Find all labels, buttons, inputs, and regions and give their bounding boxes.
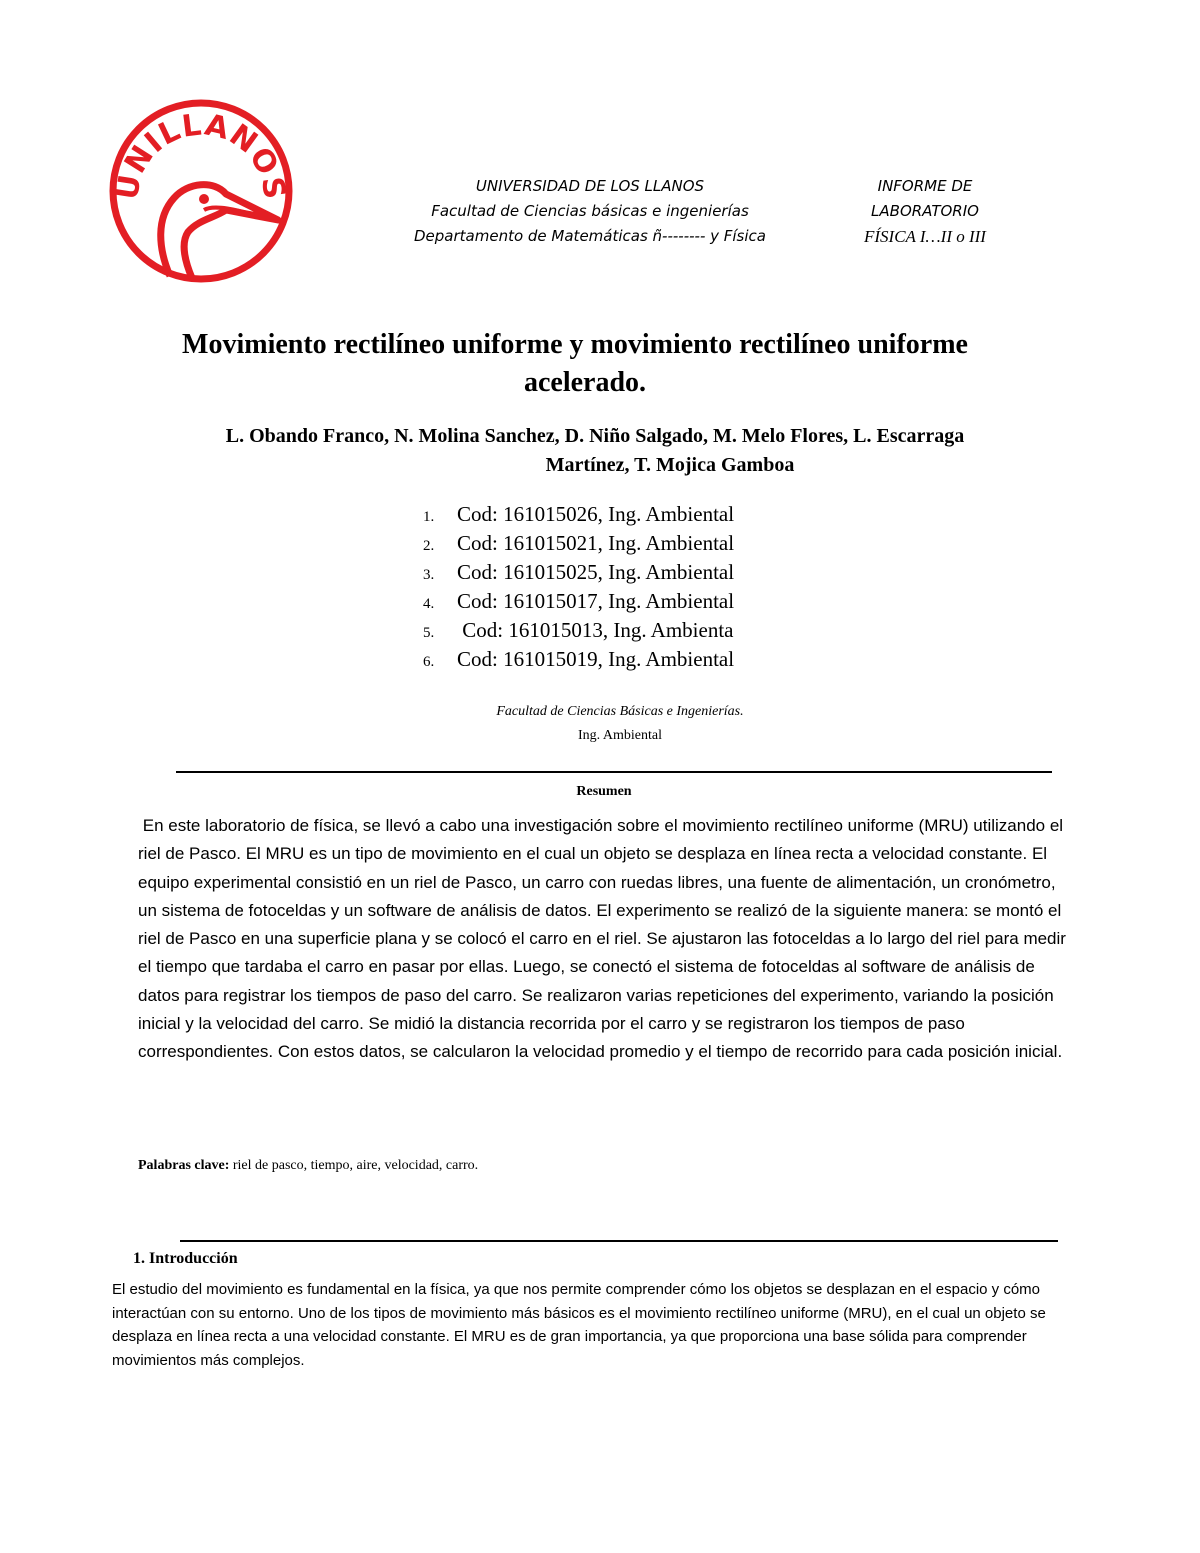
student-code: Cod: 161015019, Ing. Ambiental — [457, 647, 735, 671]
logo-text: UNILLANOS — [110, 107, 292, 203]
heron-head-icon — [108, 98, 294, 284]
university-header — [330, 174, 850, 249]
document-title — [120, 326, 1030, 402]
list-number: 4. — [423, 596, 435, 612]
divider — [180, 1240, 1058, 1242]
authors-line-1: L. Obando Franco, N. Molina Sanchez, D. Niño Salgado, M. Melo Flores, L. Escarraga — [225, 425, 965, 447]
authors-line-2: Martínez, T. Mojica Gamboa — [545, 454, 795, 476]
affiliation — [380, 700, 860, 748]
student-code: Cod: 161015025, Ing. Ambiental — [457, 560, 735, 584]
student-code: Cod: 161015021, Ing. Ambiental — [457, 531, 735, 555]
list-number: 5. — [423, 625, 435, 641]
list-number: 6. — [423, 654, 435, 670]
title-line-1: Movimiento rectilíneo uniforme y movimiento rectilíneo uniforme — [182, 329, 968, 360]
report-line-2: LABORATORIO — [871, 202, 979, 220]
introduction-text: El estudio del movimiento es fundamental en la física, ya que nos permite comprender cómo los objetos se desplazan en el espacio y cómo interactúan con su entorno. Uno de los tipos de movimiento más básicos es el movimiento rectilíneo uniforme (MRU), en el cual un objeto se desplaza en línea recta a una velocidad constante. El MRU es de gran importancia, ya que proporciona una base sólida para comprender movimientos más complejos. — [112, 1281, 1046, 1369]
list-number: 2. — [423, 538, 435, 554]
faculty-name: Facultad de Ciencias básicas e ingenierías — [431, 202, 749, 220]
university-logo — [108, 98, 294, 284]
introduction-heading: 1. Introducción — [133, 1250, 238, 1267]
author-list — [130, 422, 1060, 480]
student-code: Cod: 161015026, Ing. Ambiental — [457, 502, 735, 526]
affiliation-faculty: Facultad de Ciencias Básicas e Ingenierías. — [496, 704, 744, 719]
list-item — [405, 645, 825, 674]
list-item — [405, 616, 825, 645]
keywords-label: Palabras clave: — [138, 1158, 230, 1173]
list-item — [405, 558, 825, 587]
list-item — [405, 587, 825, 616]
department-name: Departamento de Matemáticas ñ-------- y Física — [414, 227, 766, 245]
list-item — [405, 500, 825, 529]
keywords — [138, 1154, 1038, 1178]
divider — [176, 771, 1052, 773]
abstract-heading: Resumen — [576, 784, 632, 799]
abstract-text: En este laboratorio de física, se llevó a cabo una investigación sobre el movimiento rectilíneo uniforme (MRU) utilizando el riel de Pasco. El MRU es un tipo de movimiento en el cual un objeto se desplaza en línea recta a velocidad constante. El equipo experimental consistió en un riel de Pasco, un carro con ruedas libres, una fuente de alimentación, un cronómetro, un sistema de fotoceldas y un software de análisis de datos. El experimento se realizó de la siguiente manera: se montó el riel de Pasco en una superficie plana y se colocó el carro en el riel. Se ajustaron las fotoceldas a lo largo del riel para medir el tiempo que tardaba el carro en pasar por ellas. Luego, se conectó el sistema de fotoceldas al software de análisis de datos para registrar los tiempos de paso del carro. Se realizaron varias repeticiones del experimento, variando la posición inicial y la velocidad del carro. Se midió la distancia recorrida por el carro y se registraron los tiempos de paso correspondientes. Con estos datos, se calcularon la velocidad promedio y el tiempo de recorrido para cada posición inicial. — [138, 816, 1071, 1062]
affiliation-program: Ing. Ambiental — [578, 728, 662, 743]
title-line-2: acelerado. — [523, 367, 647, 398]
list-item — [405, 529, 825, 558]
report-line-3: FÍSICA I…II o III — [864, 227, 986, 246]
university-name: UNIVERSIDAD DE LOS LLANOS — [475, 177, 705, 195]
list-number: 3. — [423, 567, 435, 583]
list-number: 1. — [423, 509, 435, 525]
report-type — [820, 174, 1030, 249]
student-code: Cod: 161015017, Ing. Ambiental — [457, 589, 735, 613]
student-codes-list — [405, 500, 825, 674]
keywords-text: riel de pasco, tiempo, aire, velocidad, carro. — [229, 1158, 479, 1173]
student-code: Cod: 161015013, Ing. Ambienta — [457, 618, 734, 642]
report-line-1: INFORME DE — [877, 177, 973, 195]
